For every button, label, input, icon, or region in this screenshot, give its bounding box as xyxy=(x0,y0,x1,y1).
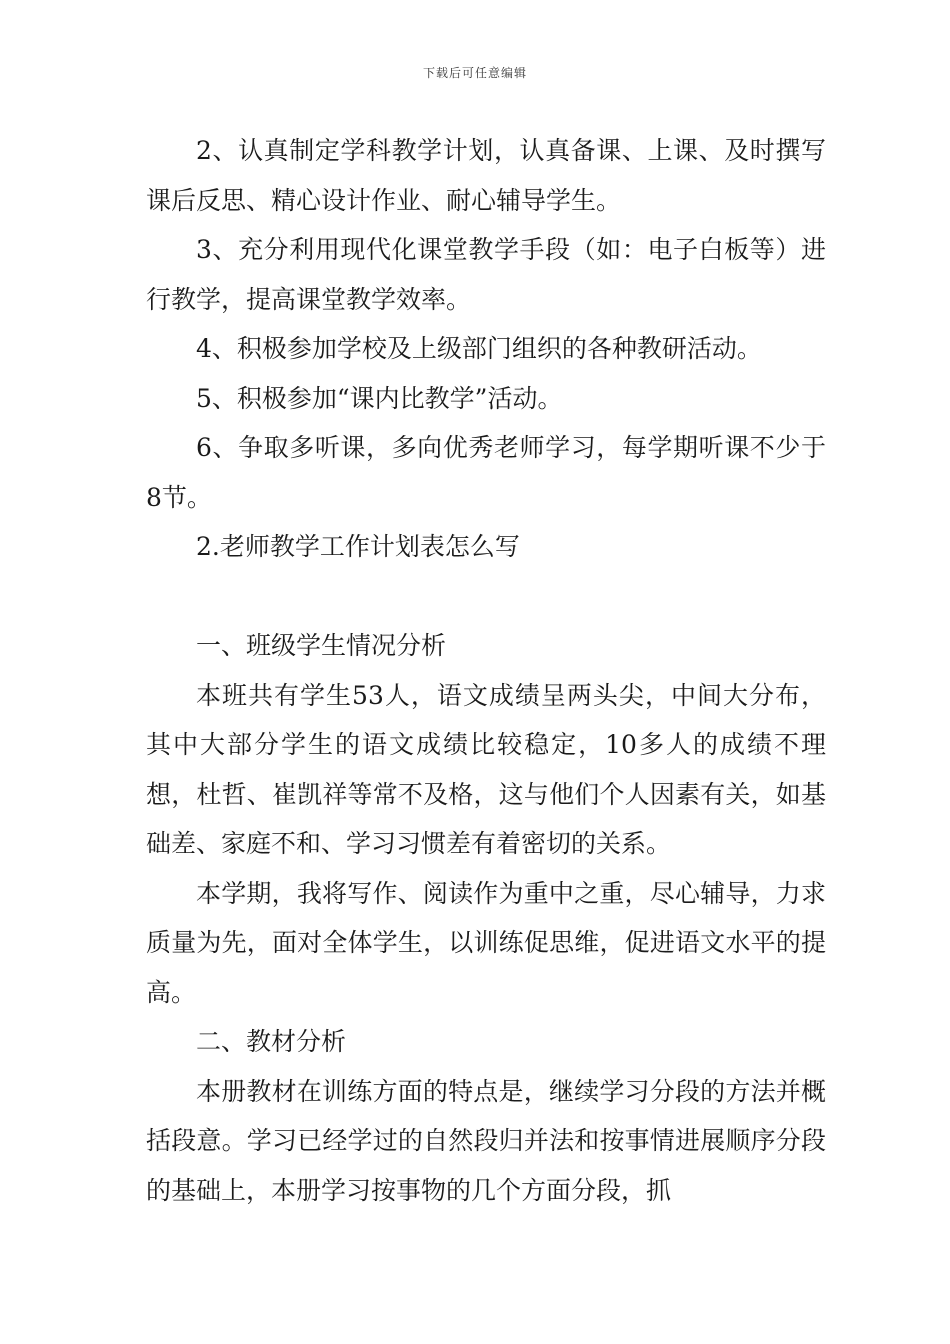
page-header: 下载后可任意编辑 xyxy=(422,66,527,80)
paragraph-semester-focus: 本学期，我将写作、阅读作为重中之重，尽心辅导，力求质量为先，面对全体学生，以训练促思维，促进语文水平的提高。 xyxy=(146,878,826,1007)
paragraph-item-3: 3、充分利用现代化课堂教学手段（如：电子白板等）进行教学，提高课堂教学效率。 xyxy=(146,235,826,314)
paragraph-textbook: 本册教材在训练方面的特点是，继续学习分段的方法并概括段意。学习已经学过的自然段归并法和按事情进展顺序分段的基础上，本册学习按事物的几个方面分段，抓 xyxy=(146,1076,826,1205)
paragraph-item-2: 2、认真制定学科教学计划，认真备课、上课、及时撰写课后反思、精心设计作业、耐心辅导学生。 xyxy=(146,136,826,215)
paragraph-item-5: 5、积极参加“课内比教学”活动。 xyxy=(196,383,563,413)
section-heading-class-analysis: 一、班级学生情况分析 xyxy=(196,631,447,660)
section-heading-plan: 2.老师教学工作计划表怎么写 xyxy=(196,532,520,561)
paragraph-item-6: 6、争取多听课，多向优秀老师学习，每学期听课不少于8节。 xyxy=(146,433,826,512)
blank-line xyxy=(146,572,826,622)
section-heading-textbook-analysis: 二、教材分析 xyxy=(196,1027,347,1056)
paragraph-class-situation: 本班共有学生53人，语文成绩呈两头尖，中间大分布，其中大部分学生的语文成绩比较稳定，10多人的成绩不理想，杜哲、崔凯祥等常不及格，这与他们个人因素有关，如基础差、家庭不和、学习习惯差有着密切的关系。 xyxy=(146,680,826,858)
paragraph-item-4: 4、积极参加学校及上级部门组织的各种教研活动。 xyxy=(196,334,762,363)
document-body xyxy=(146,126,826,1215)
